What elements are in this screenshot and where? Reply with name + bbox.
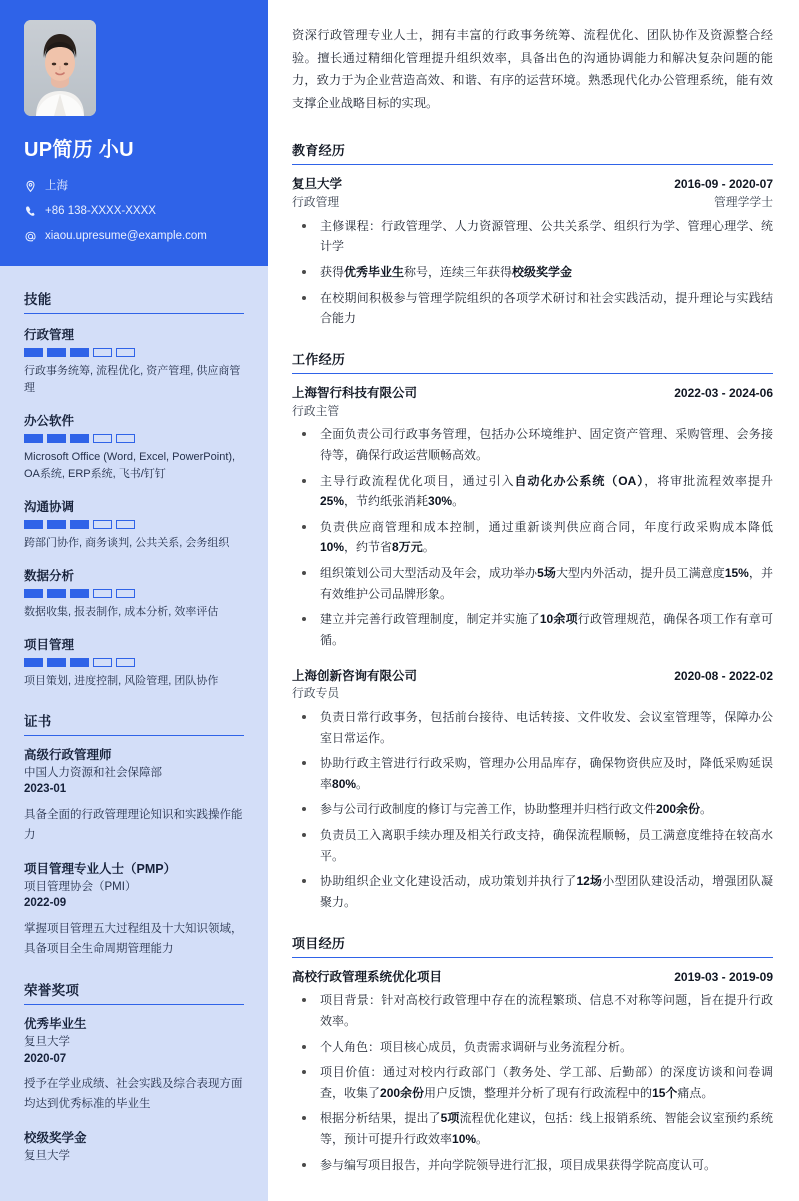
portrait-photo-icon <box>24 20 96 116</box>
contact-location-text: 上海 <box>45 180 68 192</box>
honor-title: 校级奖学金 <box>24 1131 87 1146</box>
skills-section <box>24 288 244 690</box>
bullet: 参与编写项目报告，并向学院领导进行汇报，项目成果获得学院高度认可。 <box>292 1155 773 1176</box>
skill-level-bar <box>24 520 244 529</box>
certificate-item <box>24 747 244 845</box>
bullet: 在校期间积极参与管理学院组织的各项学术研讨和社会实践活动，提升理论与实践结合能力 <box>292 288 773 329</box>
bullet: 协助行政主管进行行政采购，管理办公用品库存，确保物资供应及时，降低采购延误率80%。 <box>292 753 773 794</box>
work-item <box>292 667 773 913</box>
bullet: 负责供应商管理和成本控制，通过重新谈判供应商合同，年度行政采购成本降低10%，约节省8万元。 <box>292 517 773 558</box>
skill-item <box>24 635 244 690</box>
skill-segment <box>24 520 43 529</box>
certificate-org: 项目管理协会（PMI） <box>24 880 137 893</box>
skill-segment <box>47 520 66 529</box>
honor-title: 优秀毕业生 <box>24 1017 87 1032</box>
bullet: 项目背景：针对高校行政管理中存在的流程繁琐、信息不对称等问题，旨在提升行政效率。 <box>292 990 773 1031</box>
skill-segment <box>24 589 43 598</box>
skill-description: 跨部门协作, 商务谈判, 公共关系, 会务组织 <box>24 537 230 549</box>
skill-level-bar <box>24 589 244 598</box>
certificate-description: 具备全面的行政管理理论知识和实践操作能力 <box>24 808 243 842</box>
skill-name: 行政管理 <box>24 327 75 342</box>
skill-description: Microsoft Office (Word, Excel, PowerPoint), OA系统, ERP系统, 飞书/钉钉 <box>24 450 236 480</box>
certificate-org: 中国人力资源和社会保障部 <box>24 766 162 779</box>
honors-section <box>24 979 244 1164</box>
work-bullets <box>292 707 773 913</box>
skill-segment <box>47 589 66 598</box>
person-name: UP简历 小U <box>24 139 134 161</box>
bullet: 获得优秀毕业生称号，连续三年获得校级奖学金 <box>292 262 773 283</box>
work-item <box>292 384 773 651</box>
education-major: 行政管理 <box>292 195 340 209</box>
certificate-date: 2023-01 <box>24 783 67 796</box>
skill-name: 办公软件 <box>24 413 75 428</box>
skill-segment <box>24 658 43 667</box>
work-role: 行政专员 <box>292 686 340 701</box>
honor-item <box>24 1016 244 1114</box>
skill-item <box>24 566 244 621</box>
honor-item <box>24 1130 244 1164</box>
certificate-item <box>24 861 244 959</box>
skill-segment <box>93 520 112 529</box>
education-degree: 管理学学士 <box>714 195 773 209</box>
skill-item <box>24 411 244 483</box>
skill-segment <box>70 589 89 598</box>
work-bullets <box>292 424 773 650</box>
bullet: 组织策划公司大型活动及年会，成功举办5场大型内外活动，提升员工满意度15%，并有效维护公司品牌形象。 <box>292 563 773 604</box>
certificate-title: 项目管理专业人士（PMP） <box>24 862 177 877</box>
skill-segment <box>70 658 89 667</box>
bullet: 建立并完善行政管理制度，制定并实施了10余项行政管理规范，确保各项工作有章可循。 <box>292 609 773 650</box>
certificate-title: 高级行政管理师 <box>24 748 112 763</box>
contact-phone-text: +86 138-XXXX-XXXX <box>45 204 156 217</box>
email-at-icon <box>24 230 37 243</box>
bullet: 全面负责公司行政事务管理，包括办公环境维护、固定资产管理、采购管理、会务接待等，确保行政运营顺畅高效。 <box>292 424 773 465</box>
skill-item <box>24 497 244 552</box>
skill-segment <box>116 589 135 598</box>
certificate-date: 2022-09 <box>24 897 67 910</box>
skill-segment <box>116 434 135 443</box>
skill-segment <box>70 348 89 357</box>
bullet: 负责员工入离职手续办理及相关行政支持，确保流程顺畅，员工满意度维持在较高水平。 <box>292 825 773 866</box>
education-date: 2016-09 - 2020-07 <box>674 177 773 192</box>
projects-section-title: 项目经历 <box>292 933 773 958</box>
education-headline <box>292 175 773 194</box>
location-pin-icon <box>24 180 37 193</box>
bullet: 主修课程：行政管理学、人力资源管理、公共关系学、组织行为学、管理心理学、统计学 <box>292 216 773 257</box>
skill-segment <box>93 589 112 598</box>
skill-segment <box>93 348 112 357</box>
skills-section-title: 技能 <box>24 288 244 314</box>
skill-description: 项目策划, 进度控制, 风险管理, 团队协作 <box>24 675 219 688</box>
skill-item <box>24 325 244 397</box>
education-school: 复旦大学 <box>292 177 343 192</box>
work-headline <box>292 667 773 686</box>
skill-segment <box>24 434 43 443</box>
honor-date: 2020-07 <box>24 1052 67 1065</box>
phone-icon <box>24 205 37 218</box>
certificates-section-title: 证书 <box>24 710 244 736</box>
skill-description: 行政事务统筹, 流程优化, 资产管理, 供应商管理 <box>24 364 241 394</box>
skill-level-bar <box>24 434 244 443</box>
skill-segment <box>93 434 112 443</box>
honors-section-title: 荣誉奖项 <box>24 979 244 1005</box>
skill-segment <box>47 348 66 357</box>
education-section-title: 教育经历 <box>292 140 773 165</box>
skill-name: 项目管理 <box>24 638 75 653</box>
work-date: 2022-03 - 2024-06 <box>674 385 773 400</box>
skill-segment <box>24 348 43 357</box>
bullet: 协助组织企业文化建设活动，成功策划并执行了12场小型团队建设活动，增强团队凝聚力。 <box>292 871 773 912</box>
work-company: 上海智行科技有限公司 <box>292 385 418 400</box>
skill-segment <box>93 658 112 667</box>
work-date: 2020-08 - 2022-02 <box>674 668 773 683</box>
education-bullets <box>292 216 773 329</box>
contact-email <box>24 229 244 244</box>
certificates-section <box>24 710 244 959</box>
honor-org: 复旦大学 <box>24 1149 70 1162</box>
project-date: 2019-03 - 2019-09 <box>674 969 773 984</box>
skill-level-bar <box>24 348 244 357</box>
bullet: 主导行政流程优化项目，通过引入自动化办公系统（OA），将审批流程效率提升25%，节约纸张消耗30%。 <box>292 471 773 512</box>
work-section-title: 工作经历 <box>292 349 773 374</box>
projects-section <box>292 933 773 1176</box>
main-content <box>268 0 799 1201</box>
avatar <box>24 20 96 116</box>
certificate-description: 掌握项目管理五大过程组及十大知识领域，具备项目全生命周期管理能力 <box>24 923 243 956</box>
bullet: 个人角色：项目核心成员，负责需求调研与业务流程分析。 <box>292 1037 773 1058</box>
work-headline <box>292 384 773 403</box>
sidebar-header <box>0 0 268 266</box>
sidebar-body <box>0 266 268 1191</box>
skill-segment <box>116 658 135 667</box>
project-name: 高校行政管理系统优化项目 <box>292 969 443 984</box>
skill-segment <box>116 348 135 357</box>
education-item <box>292 175 773 329</box>
contact-location <box>24 179 244 194</box>
project-item <box>292 968 773 1176</box>
bullet: 根据分析结果，提出了5项流程优化建议，包括：线上报销系统、智能会议室预约系统等，预计可提升行政效率10%。 <box>292 1108 773 1149</box>
work-company: 上海创新咨询有限公司 <box>292 668 418 683</box>
skill-description: 数据收集, 报表制作, 成本分析, 效率评估 <box>24 606 219 619</box>
work-experience-section <box>292 349 773 913</box>
contact-email-text: xiaou.upresume@example.com <box>45 229 207 242</box>
skill-segment <box>47 434 66 443</box>
project-bullets <box>292 990 773 1175</box>
skill-segment <box>70 434 89 443</box>
education-subline <box>292 194 773 212</box>
contact-phone <box>24 204 244 219</box>
honor-org: 复旦大学 <box>24 1035 70 1048</box>
skill-segment <box>70 520 89 529</box>
work-role: 行政主管 <box>292 403 340 418</box>
education-section <box>292 140 773 329</box>
honor-description: 授予在学业成绩、社会实践及综合表现方面均达到优秀标准的毕业生 <box>24 1078 243 1111</box>
skill-level-bar <box>24 658 244 667</box>
skill-segment <box>47 658 66 667</box>
skill-segment <box>116 520 135 529</box>
sidebar <box>0 0 268 1201</box>
skill-name: 数据分析 <box>24 569 75 584</box>
professional-summary: 资深行政管理专业人士，拥有丰富的行政事务统筹、流程优化、团队协作及资源整合经验。擅长通过精细化管理提升组织效率，具备出色的沟通协调能力和解决复杂问题的能力，致力于为企业营造高效、和谐、有序的运营环境。熟悉现代化办公管理系统，能有效支撑企业战略目标的实现。 <box>292 28 773 110</box>
skill-name: 沟通协调 <box>24 500 75 514</box>
project-headline <box>292 968 773 987</box>
bullet: 项目价值：通过对校内行政部门（教务处、学工部、后勤部）的深度访谈和问卷调查，收集了200余份用户反馈，整理并分析了现有行政流程中的15个痛点。 <box>292 1062 773 1103</box>
bullet: 负责日常行政事务，包括前台接待、电话转接、文件收发、会议室管理等，保障办公室日常运作。 <box>292 707 773 748</box>
bullet: 参与公司行政制度的修订与完善工作，协助整理并归档行政文件200余份。 <box>292 799 773 820</box>
